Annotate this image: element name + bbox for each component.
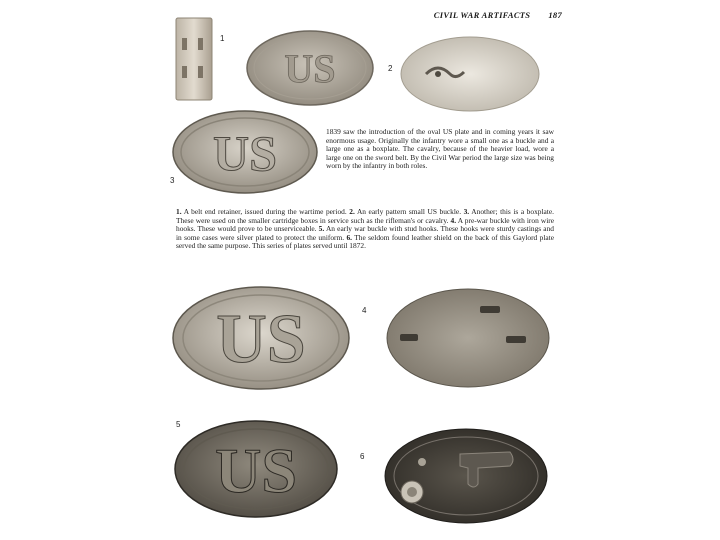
plate-lettering-prewar: US	[216, 301, 306, 378]
figure-caption	[176, 208, 554, 251]
caption-num-3: 3.	[463, 207, 470, 216]
running-title: CIVIL WAR ARTIFACTS	[433, 10, 531, 20]
plate-lettering-boxplate: US	[213, 125, 277, 181]
figure-number-4: 4	[362, 306, 367, 315]
caption-text-5: An early war buckle with stud hooks. These hooks were sturdy castings and in some cases were silver plated to protect the uniform.	[176, 224, 554, 242]
figure-number-1: 1	[220, 34, 225, 43]
photo-belt-retainer	[172, 16, 216, 102]
photo-prewar-buckle-back	[384, 286, 552, 390]
photo-small-us-buckle	[244, 28, 376, 108]
caption-num-6: 6.	[346, 232, 353, 242]
photo-earlywar-buckle-front	[172, 418, 340, 520]
caption-num-1: 1.	[176, 207, 182, 216]
figure-number-6: 6	[360, 452, 365, 461]
caption-num-4: 4.	[450, 215, 457, 225]
caption-text-2: An early pattern small US buckle.	[354, 207, 464, 216]
plate-lettering-small: US	[284, 46, 336, 91]
photo-prewar-buckle-front	[170, 284, 352, 392]
running-header	[434, 10, 562, 20]
caption-text-3: Another; this is a boxplate. These were used on the smaller cartridge boxes in service such as the rifleman's or cavalry.	[176, 207, 554, 225]
plate-lettering-earlywar: US	[215, 435, 297, 506]
photo-small-buckle-back	[398, 34, 542, 114]
caption-text-4: A pre-war buckle with iron wire hooks. These would prove to be unserviceable.	[176, 215, 554, 234]
caption-text-6: The seldom found leather shield on the back of this Gaylord plate served the same purpose. This series of plates served until 1872.	[176, 232, 554, 251]
figure-number-2: 2	[388, 64, 393, 73]
caption-num-2: 2.	[349, 207, 355, 216]
caption-text-1: A belt end retainer, issued during the wartime period.	[181, 207, 350, 216]
figure-number-3: 3	[170, 176, 175, 185]
photo-leather-shield-back	[382, 426, 550, 526]
caption-num-5: 5.	[318, 224, 325, 234]
figure-number-5: 5	[176, 420, 181, 429]
intro-paragraph: 1839 saw the introduction of the oval US plate and in coming years it saw enormous usage. Originally the infantry wore a small one as a buckle and a large one as a boxplate. The cavalry, because of the heavier load, wore a large one on the sword belt. By the Civil War period the large size was being worn by the infantry in both roles.	[326, 127, 554, 171]
page-number: 187	[548, 10, 562, 20]
photo-us-boxplate	[170, 108, 320, 196]
